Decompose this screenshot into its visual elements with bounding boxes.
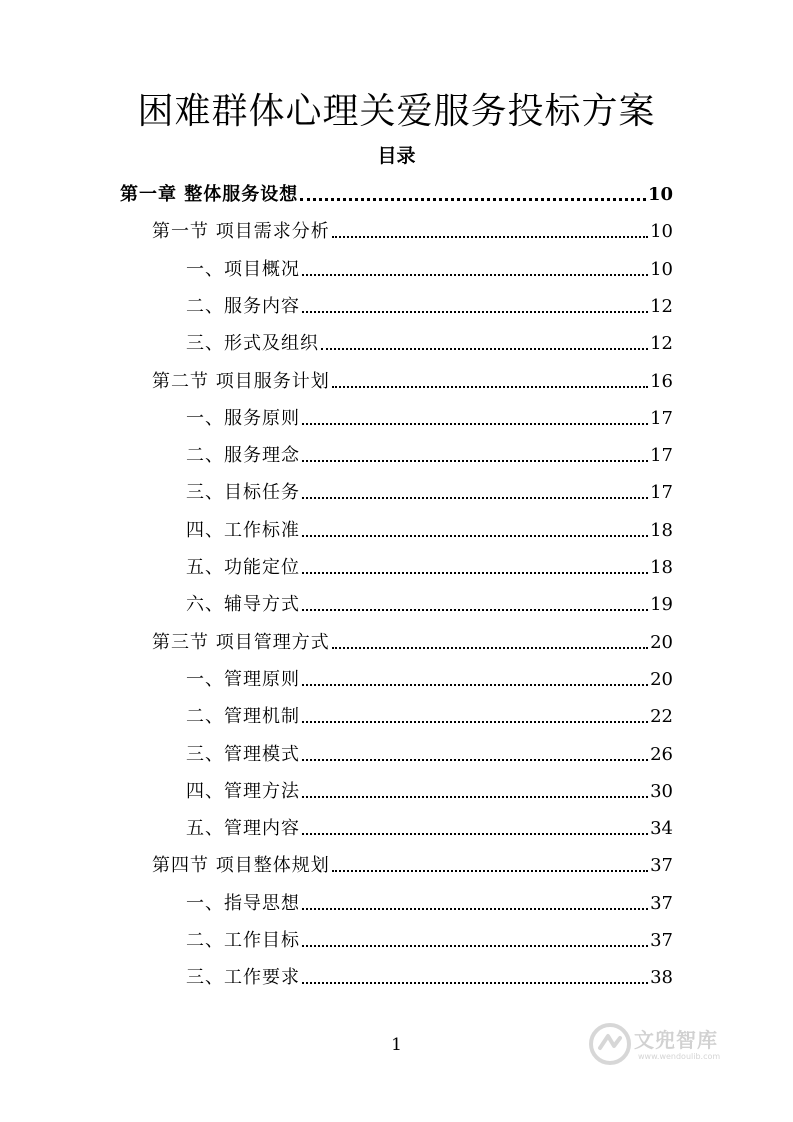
toc-entry-page: 20 [650,631,673,653]
toc-entry[interactable] [186,703,673,731]
toc-entry-label: 四、管理方法 [186,780,300,802]
toc-leader-dots [302,422,648,425]
toc-entry-page: 19 [650,594,673,616]
toc-entry[interactable] [186,293,673,321]
toc-leader-dots [302,273,648,276]
toc-entry-label: 六、辅导方式 [186,594,300,616]
toc-entry[interactable] [152,629,673,657]
toc-entry-label: 三、工作要求 [186,967,300,989]
toc-entry[interactable] [186,405,673,433]
toc-entry-label: 三、目标任务 [186,482,300,504]
toc-leader-dots [302,981,648,984]
watermark-url: www.wendoulib.com [638,1052,721,1061]
toc-leader-dots [302,571,648,574]
wendou-logo-icon [588,1022,632,1066]
toc-entry[interactable] [120,181,673,209]
toc-leader-dots [321,347,648,350]
toc-entry-label: 二、工作目标 [186,930,300,951]
toc-entry-label: 二、服务理念 [186,445,300,467]
toc-entry[interactable] [186,591,673,619]
toc-entry-label: 二、服务内容 [186,295,300,317]
watermark [588,1018,758,1074]
toc-entry-page: 16 [650,370,673,392]
toc-entry-label: 一、管理原则 [186,668,300,690]
toc-entry-label: 第一章 整体服务设想 [120,184,299,205]
toc-entry-label: 第四节 项目整体规划 [152,855,330,877]
toc-entry[interactable] [186,778,673,806]
toc-leader-dots [302,608,648,611]
toc-leader-dots [302,832,648,835]
toc-leader-dots [302,459,648,462]
toc-entry-page: 34 [650,818,673,840]
toc-leader-dots [332,869,648,872]
toc-leader-dots [302,758,648,761]
toc-entry[interactable] [186,964,673,992]
toc-entry[interactable] [186,815,673,843]
toc-leader-dots [302,795,648,798]
toc-entry-label: 第二节 项目服务计划 [152,370,330,392]
toc-entry[interactable] [152,368,673,396]
toc-entry-page: 10 [650,258,673,280]
toc-entry[interactable] [186,442,673,470]
toc-entry-page: 12 [650,295,673,317]
toc-entry-page: 10 [650,221,673,243]
toc-entry[interactable] [186,256,673,284]
toc-entry-page: 37 [650,892,673,914]
toc-entry-page: 37 [650,855,673,877]
toc-leader-dots [302,534,648,537]
toc-entry-page: 26 [650,743,673,765]
toc-entry-page: 17 [650,445,673,467]
document-title: 困难群体心理关爱服务投标方案 [137,91,656,132]
toc-entry-label: 三、管理模式 [186,743,300,765]
toc-entry-label: 一、项目概况 [186,258,300,280]
toc-entry-label: 一、指导思想 [186,892,300,914]
toc-entry-label: 第一节 项目需求分析 [152,221,330,243]
toc-entry-label: 第三节 项目管理方式 [152,631,330,653]
toc-entry[interactable] [186,927,673,955]
toc-leader-dots [302,907,648,910]
toc-entry-page: 12 [650,333,673,355]
toc-entry[interactable] [186,554,673,582]
toc-entry-page: 22 [650,706,673,728]
toc-entry[interactable] [186,890,673,918]
toc-entry[interactable] [152,218,673,246]
toc-leader-dots [302,944,648,947]
toc-leader-dots [302,720,648,723]
toc-entry-label: 四、工作标准 [186,519,300,541]
toc-entry-page: 10 [647,184,673,205]
toc-entry-page: 38 [650,967,673,989]
toc-entry-page: 17 [650,407,673,429]
toc-heading: 目录 [377,145,416,167]
toc-entry[interactable] [186,741,673,769]
toc-entry-label: 五、功能定位 [186,557,300,578]
toc-entry[interactable] [186,666,673,694]
toc-entry-label: 三、形式及组织 [186,333,319,355]
toc-entry[interactable] [152,852,673,880]
toc-leader-dots [332,385,648,388]
toc-entry-page: 20 [650,668,673,690]
watermark-text: 文兜智库 [634,1028,718,1052]
toc-entry-label: 一、服务原则 [186,407,300,429]
toc-leader-dots [332,646,648,649]
toc-entry-page: 18 [650,519,673,541]
toc-entry-page: 37 [650,930,673,951]
toc-entry-label: 五、管理内容 [186,818,300,840]
toc-entry-page: 17 [650,482,673,504]
page-number: 1 [391,1035,402,1055]
toc-entry[interactable] [186,517,673,545]
toc-entry-label: 二、管理机制 [186,706,300,728]
toc-leader-dots [300,197,646,201]
toc-entry[interactable] [186,479,673,507]
toc-leader-dots [302,683,648,686]
toc-leader-dots [302,310,648,313]
toc-entry-page: 30 [650,780,673,802]
toc-entry[interactable] [186,330,673,358]
toc-leader-dots [302,496,648,499]
toc-entry-page: 18 [650,557,673,578]
toc-leader-dots [332,235,648,238]
